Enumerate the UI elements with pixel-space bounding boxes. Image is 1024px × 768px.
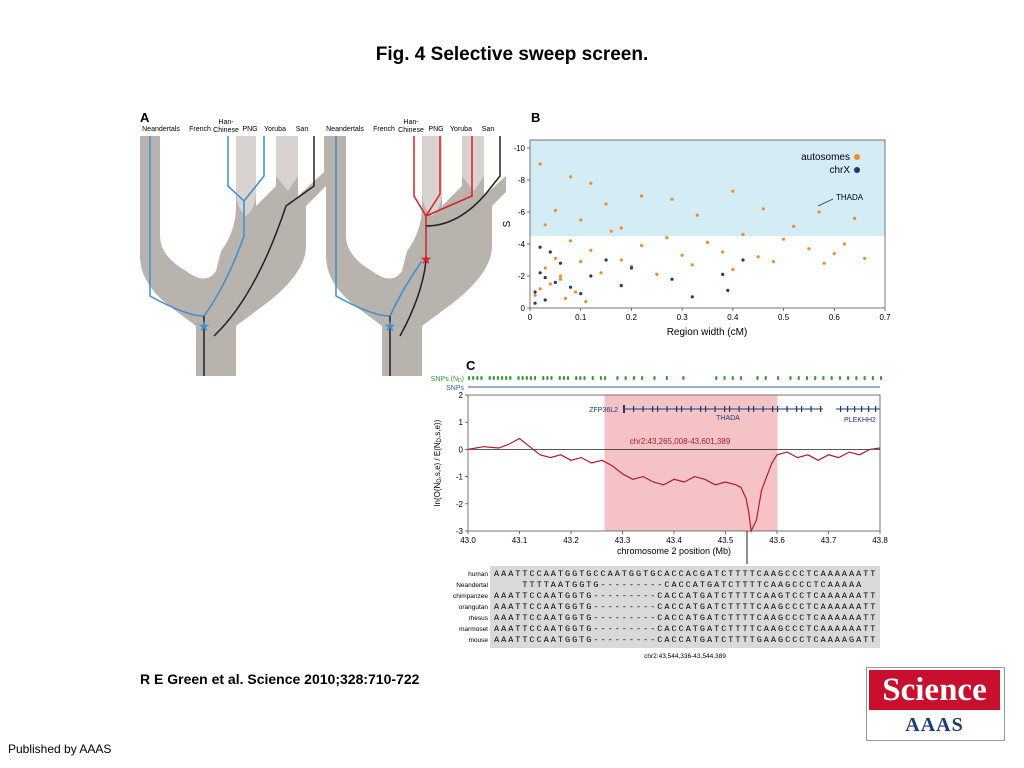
chrx-point-7 [579,292,582,295]
scatter-xlabel: Region width (cM) [666,327,748,338]
autosome-point-6 [589,249,592,252]
gene-label-plekhh2: PLEKHH2 [844,417,876,424]
snp-marker-0 [468,376,470,380]
gene-exon-2 [633,406,634,412]
autosome-point-7 [599,271,602,274]
snp-marker-21 [575,376,577,380]
autosome-point-28 [853,217,856,220]
snp-marker-50 [864,376,866,380]
chrx-point-16 [741,258,744,261]
autosome-point-25 [823,262,826,265]
legend-autosomes-label: autosomes [801,152,850,163]
gene-exon-6 [667,406,668,412]
autosome-point-34 [539,162,542,165]
autosome-point-1 [544,266,547,269]
snp-marker-27 [616,376,618,380]
chrx-point-17 [539,246,542,249]
snp-marker-19 [563,376,565,380]
panel-c-line-chart [418,368,888,564]
alignment-sequence-orangutan: A A A T T C C A A T G G T G - - - - - - - - - C A C C A T G A T C T T T T C A A G C C C T C A A A A A A T T [494,602,876,612]
gene-exon-14 [729,406,730,412]
pop-label-png-1: PNG [242,126,258,133]
gene-exon-18 [763,406,764,412]
alignment-sequence-rhesus: A A A T T C C A A T G G T G - - - - - - - - - C A C C A T G A T C T T T T C A A G C C C T C A A A A A A T T [494,613,876,623]
panel-c-letter: C [466,358,476,373]
gene-exon-11 [705,406,706,412]
autosome-point-4 [569,239,572,242]
pop-label-neandertals-2: Neandertals [326,126,364,133]
snp-marker-18 [559,376,561,380]
autosome-point-0 [539,287,542,290]
autosome-point-17 [721,250,724,253]
gene-exon-7 [676,406,677,412]
autosome-point-43 [762,207,765,210]
snp-marker-24 [592,376,594,380]
pop-label-french-2: French [373,126,395,133]
panel-b-scatter [500,132,895,340]
line-xlabel: chromosome 2 position (Mb) [616,546,732,556]
autosome-point-26 [833,252,836,255]
chrx-point-9 [604,258,607,261]
autosome-point-40 [731,190,734,193]
autosome-point-16 [706,241,709,244]
pop-label-neandertals-1: Neandertals [142,126,180,133]
autosome-point-9 [620,258,623,261]
gene-exon-22 [796,406,797,412]
track-snps-nd-label: SNPs (ND) [430,376,464,384]
scatter-ytick-label-5: -10 [513,144,525,153]
line-xtick-label-6: 43.6 [769,536,785,545]
gene-exon-24 [811,406,812,412]
snp-marker-40 [777,376,779,380]
snp-marker-26 [604,376,606,380]
snp-marker-41 [789,376,791,380]
autosome-point-41 [620,226,623,229]
chrx-point-6 [569,286,572,289]
snp-marker-13 [530,376,532,380]
snp-marker-11 [522,376,524,380]
snp-marker-38 [756,376,758,380]
autosome-point-14 [681,254,684,257]
snp-marker-30 [641,376,643,380]
scatter-ytick-label-4: -8 [517,176,525,185]
pop-label-yoruba-2: Yoruba [450,126,472,133]
scatter-xtick-label-5: 0.5 [778,313,790,322]
alignment-species-rhesus: rhesus [468,615,488,622]
gene-exon-12 [715,406,716,412]
gene-exon-13 [724,406,725,412]
snp-marker-47 [839,376,841,380]
autosome-point-30 [817,210,820,213]
snp-marker-20 [567,376,569,380]
pop-label-french-1: French [189,126,211,133]
chrx-point-3 [549,250,552,253]
scatter-ytick-label-0: 0 [520,304,525,313]
alignment-footer: chr2:43,544,336-43,544,389 [644,653,726,660]
pop-label-yoruba-1: Yoruba [264,126,286,133]
chrx-point-18 [533,302,536,305]
pop-label-han-chinese-2: Han- Chinese [398,119,424,134]
scatter-xtick-label-0: 0 [527,313,533,322]
chrx-point-0 [533,290,536,293]
science-logo[interactable] [866,667,1005,741]
autosome-point-33 [569,175,572,178]
snp-marker-22 [579,376,581,380]
line-ylabel: ln(O(ND,s,e) / E(ND,s,e)) [433,419,443,507]
alignment-species-neandertal: Neandertal [456,582,488,589]
gene-exon-16 [748,406,749,412]
snp-marker-51 [872,376,874,380]
scatter-xtick-label-1: 0.1 [575,313,587,322]
line-ytick-label-2: -1 [455,472,463,482]
autosome-point-11 [640,244,643,247]
snp-marker-16 [546,376,548,380]
autosome-point-39 [670,198,673,201]
snp-marker-34 [715,376,717,380]
snp-marker-17 [550,376,552,380]
figure-title: Fig. 4 Selective sweep screen. [375,44,649,65]
line-xtick-label-2: 43.2 [563,536,579,545]
alignment-sequence-neandertal: T T T T A A T G G T G - - - - - - - - - C A C C A T G A T C T T T T C A A G C C C T C A A A A A [522,580,862,590]
autosome-point-35 [544,223,547,226]
scatter-ylabel: S [502,220,513,228]
line-xtick-label-3: 43.3 [614,536,631,545]
snp-marker-32 [666,376,668,380]
autosome-point-37 [579,218,582,221]
autosome-point-22 [782,238,785,241]
chrx-point-15 [726,289,729,292]
tree-no-sweep [140,136,336,376]
snp-marker-46 [831,376,833,380]
autosome-point-24 [807,247,810,250]
tree-1-star-icon: ★ [197,318,211,334]
line-ytick-label-3: 0 [458,445,463,455]
autosome-point-19 [741,233,744,236]
snp-marker-52 [880,376,882,380]
snp-marker-15 [542,376,544,380]
pop-label-san-2: San [481,126,495,133]
snp-marker-7 [501,376,503,380]
line-ytick-label-0: -3 [455,527,463,536]
gene-exon-23 [801,406,802,412]
snp-marker-44 [814,376,816,380]
line-ytick-label-5: 2 [458,391,463,400]
chrx-point-1 [539,271,542,274]
chrx-point-2 [544,298,547,301]
gene-label-thada: THADA [716,415,740,422]
citation: R E Green et al. Science 2010;328:710-722 [140,671,420,687]
chrx-point-10 [620,284,623,287]
snp-marker-33 [682,376,684,380]
snp-marker-31 [653,376,655,380]
alignment-species-mouse: mouse [468,637,488,644]
sequence-alignment [418,564,888,664]
scatter-ytick-label-2: -4 [517,240,525,249]
gene-exon-5 [657,406,658,412]
gene-exon-4 [652,406,653,412]
autosome-point-49 [584,300,587,303]
chrx-point-11 [630,266,633,269]
panel-a-trees [136,136,506,376]
chrx-point-12 [670,278,673,281]
snp-marker-6 [497,376,499,380]
autosome-point-45 [533,294,536,297]
snp-marker-12 [526,376,528,380]
gene-exon-25 [820,406,821,412]
legend-autosomes-marker [854,154,860,160]
scatter-xtick-label-3: 0.3 [676,313,688,322]
gene-exon-10 [700,406,701,412]
gene-exon-17 [753,406,754,412]
gene-exon-1 [623,405,625,413]
science-logo-text: Science [869,670,1000,710]
autosome-point-47 [564,297,567,300]
snp-marker-8 [505,376,507,380]
sweep-star-icon: ★ [419,251,433,267]
snp-marker-4 [489,376,491,380]
legend-chrx-marker [854,167,860,173]
snp-marker-1 [472,376,474,380]
tree-2-star-icon: ★ [383,318,397,334]
snp-marker-45 [822,376,824,380]
autosome-point-2 [554,257,557,260]
tree-2-inner-a [422,136,442,216]
alignment-sequence-human: A A A T T C C A A T G G T G C C A A T G G T G C A C C A C G A T C T T T T C A A G C C C T C A A A A A A T T [494,569,876,579]
autosome-point-48 [574,290,577,293]
gene-label-zfp36l2: ZFP36L2 [589,407,618,414]
chrx-point-13 [691,295,694,298]
chrx-point-4 [554,281,557,284]
aaas-logo-text: AAAS [905,714,964,736]
line-ytick-label-4: 1 [458,418,463,428]
scatter-ytick-label-1: -2 [517,272,525,281]
snp-marker-10 [517,376,519,380]
snp-marker-9 [509,376,511,380]
scatter-xtick-label-4: 0.4 [727,313,739,322]
snp-marker-3 [480,376,482,380]
scatter-ytick-label-3: -6 [517,208,525,217]
autosome-point-21 [772,260,775,263]
snp-marker-39 [765,376,767,380]
gene-exon-3 [643,406,644,412]
autosome-point-12 [655,273,658,276]
snp-marker-35 [723,376,725,380]
autosome-point-13 [665,236,668,239]
scatter-xtick-label-7: 0.7 [879,313,891,322]
autosome-point-36 [554,209,557,212]
autosome-point-29 [863,257,866,260]
track-snps-label: SNPs [446,385,464,392]
snp-marker-28 [625,376,627,380]
scatter-xtick-label-6: 0.6 [828,313,840,322]
sweep-region-highlight [604,395,777,531]
snp-marker-5 [493,376,495,380]
line-xtick-label-4: 43.4 [666,536,682,545]
line-xtick-label-7: 43.7 [820,536,837,545]
snp-marker-42 [798,376,800,380]
line-xtick-label-5: 43.5 [717,536,734,545]
autosome-point-5 [579,260,582,263]
alignment-sequence-marmoset: A A A T T C C A A T G G T G - - - - - - - - - C A C C A T G A T C T T T T C A A G C C C T C A A A A A A T T [494,624,876,634]
chrx-point-14 [721,273,724,276]
snp-marker-37 [740,376,742,380]
autosome-point-23 [792,225,795,228]
autosome-point-15 [691,263,694,266]
autosome-point-31 [604,202,607,205]
autosome-point-32 [640,194,643,197]
pop-label-han-chinese-1: Han- Chinese [213,119,239,134]
snp-marker-2 [476,376,478,380]
snp-marker-36 [732,376,734,380]
autosome-point-8 [610,230,613,233]
snp-marker-14 [534,376,536,380]
alignment-species-orangutan: orangutan [458,604,488,611]
autosome-point-42 [589,182,592,185]
snp-marker-49 [855,376,857,380]
tree-sweep [326,136,506,376]
panel-b-letter: B [531,110,541,125]
line-xtick-label-8: 43.8 [872,536,888,545]
gene-exon-20 [777,406,778,412]
line-ytick-label-1: -2 [455,499,463,509]
alignment-sequence-mouse: A A A T T C C A A T G G T G - - - - - - - - - C A C C A T G A T C T T T T G A A G C C C T C A A A A G A T T [494,635,876,645]
alignment-species-human: human [468,571,488,578]
autosome-point-27 [843,242,846,245]
snp-marker-48 [847,376,849,380]
autosome-point-20 [757,255,760,258]
alignment-sequence-chimpanzee: A A A T T C C A A T G G T G - - - - - - - - - C A C C A T G A T C T T T T C A A G T C C T C A A A A A A T T [494,591,876,601]
panel-a-letter: A [140,110,150,125]
line-xtick-label-1: 43.1 [511,536,528,545]
chrx-point-19 [544,276,547,279]
autosome-point-3 [559,278,562,281]
publisher-credit: Published by AAAS [8,742,112,756]
snp-marker-23 [583,376,585,380]
gene-exon-19 [772,406,773,412]
scatter-annotation-thada: THADA [836,193,864,202]
line-xtick-label-0: 43.0 [460,536,476,545]
tree-1-inner-a [236,136,256,216]
pop-label-png-2: PNG [428,126,444,133]
alignment-species-marmoset: marmoset [459,626,488,633]
pop-label-san-1: San [295,126,309,133]
scatter-xtick-label-2: 0.2 [625,313,637,322]
chrx-point-8 [589,274,592,277]
chrx-point-5 [559,262,562,265]
alignment-species-chimpanzee: chimpanzee [452,593,488,600]
sweep-region-label: chr2:43,265,008-43,601,389 [629,437,731,446]
snp-marker-25 [600,376,602,380]
gene-exon-8 [681,406,682,412]
gene-exon-9 [691,406,692,412]
snp-marker-43 [806,376,808,380]
autosome-point-46 [549,282,552,285]
gene-exon-21 [787,406,788,412]
autosome-point-18 [731,268,734,271]
legend-chrx-label: chrX [829,165,850,176]
gene-exon-15 [739,406,740,412]
autosome-point-38 [696,214,699,217]
autosome-point-44 [559,274,562,277]
snp-marker-29 [633,376,635,380]
